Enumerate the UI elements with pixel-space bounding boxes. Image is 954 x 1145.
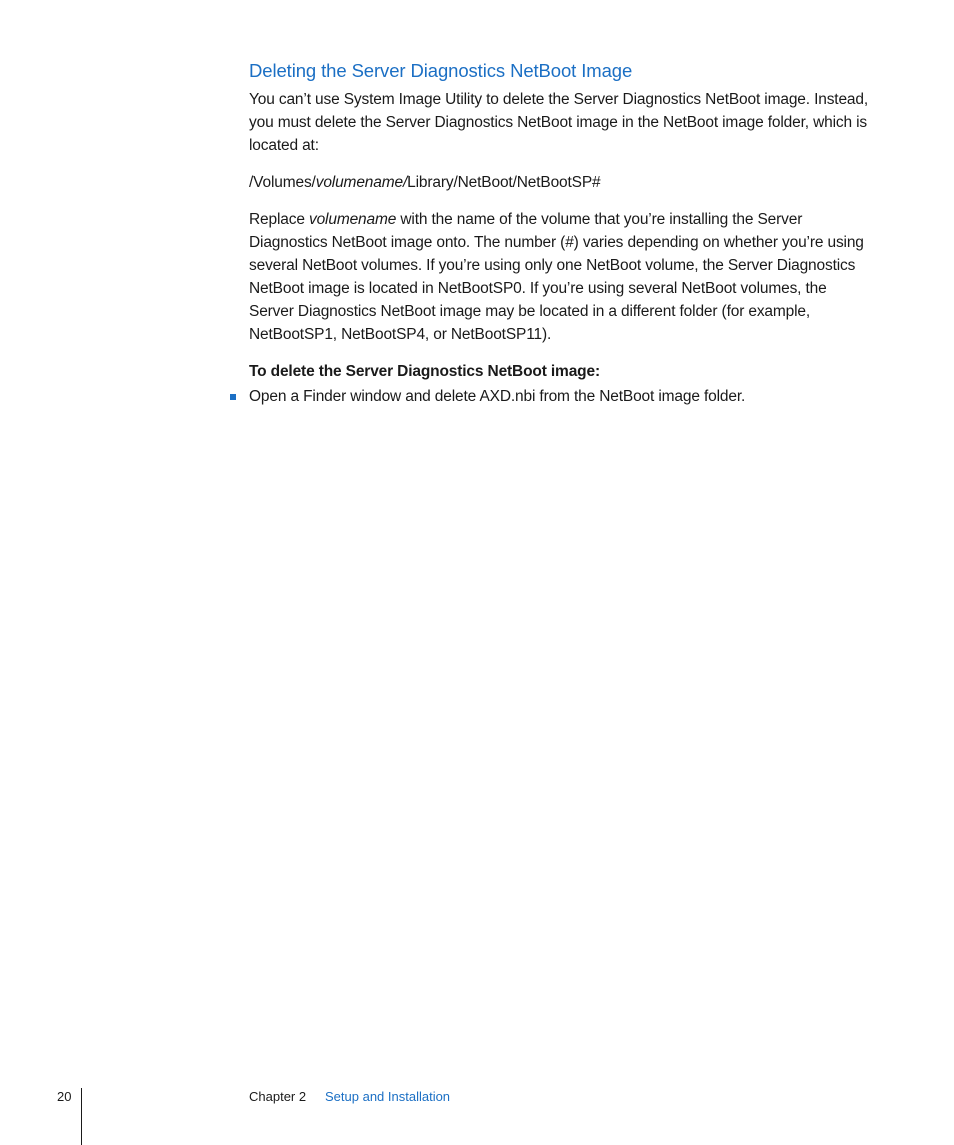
replace-paragraph — [249, 208, 874, 346]
page-number: 20 — [57, 1089, 72, 1104]
chapter-title-link[interactable]: Setup and Installation — [325, 1089, 451, 1104]
square-bullet-icon — [230, 394, 236, 400]
section-title: Deleting the Server Diagnostics NetBoot Image — [249, 60, 633, 81]
path-prefix: /Volumes/ — [249, 174, 316, 191]
intro-paragraph: You can’t use System Image Utility to delete the Server Diagnostics NetBoot image. Instead, you must delete the Server Diagnostics NetBoot image in the NetBoot image folder, which is located at: — [249, 91, 869, 154]
main-content — [249, 58, 874, 408]
folder-path — [249, 171, 874, 194]
step-text: Open a Finder window and delete AXD.nbi from the NetBoot image folder. — [249, 388, 746, 405]
replace-variable: volumename — [308, 211, 397, 228]
path-variable: volumename/ — [315, 174, 408, 191]
path-suffix: Library/NetBoot/NetBootSP# — [407, 174, 601, 191]
list-item — [249, 385, 874, 408]
replace-rest: with the name of the volume that you’re installing the Server Diagnostics NetBoot image onto. The number (#) varies depending on whether you’re using several NetBoot volumes. If you’re using only one NetBoot volume, the Server Diagnostics NetBoot image is located in NetBootSP0. If you’re using several NetBoot volumes, the Server Diagnostics NetBoot image may be located in a different folder (for example, NetBootSP1, NetBootSP4, or NetBootSP11). — [249, 211, 864, 343]
replace-lead: Replace — [249, 211, 309, 228]
steps-list — [249, 385, 874, 408]
footer-divider — [81, 1088, 82, 1145]
chapter-label: Chapter 2 — [249, 1089, 307, 1104]
task-heading: To delete the Server Diagnostics NetBoot image: — [249, 363, 600, 380]
